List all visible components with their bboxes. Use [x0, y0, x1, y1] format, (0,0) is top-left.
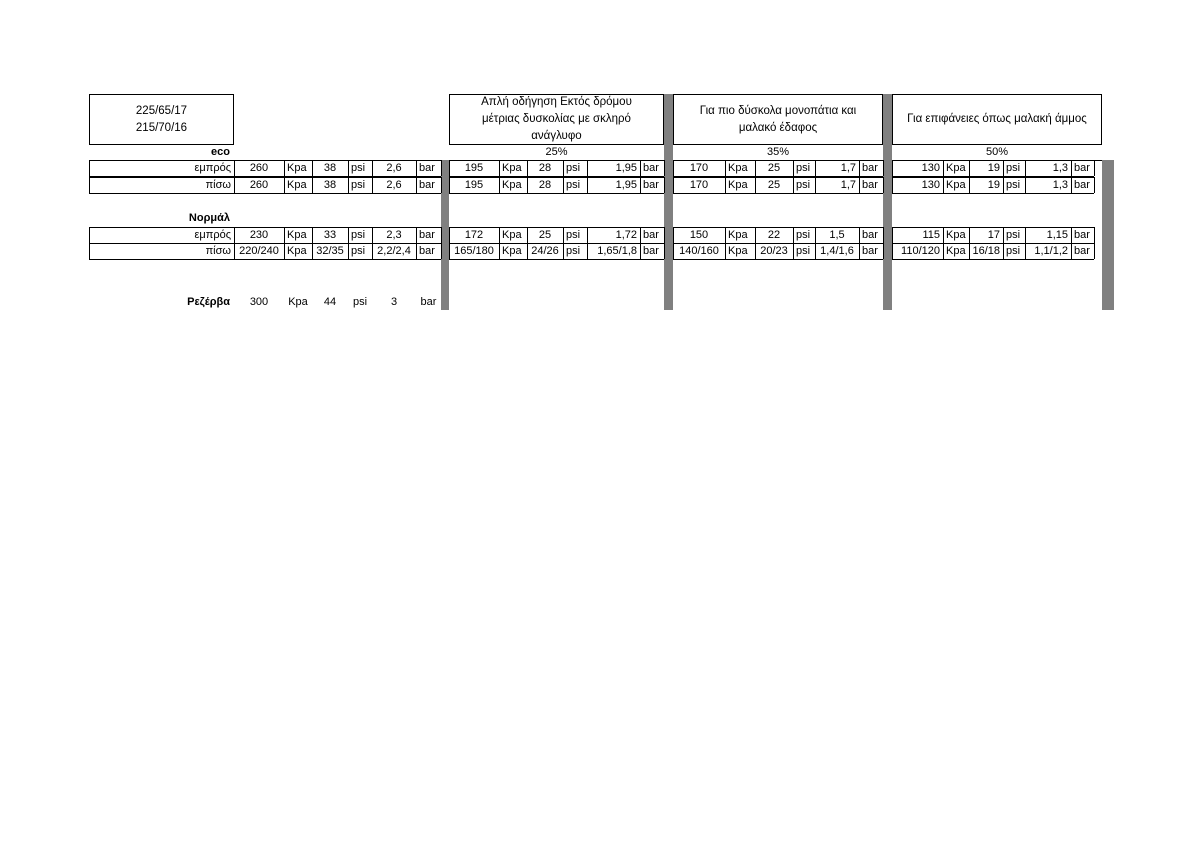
spare-psi-unit: psi: [352, 296, 368, 308]
psi-unit: psi: [566, 245, 581, 257]
row-border: [449, 259, 664, 260]
row-border: [892, 160, 1094, 161]
row-border: [89, 193, 441, 194]
kpa-unit: Kpa: [287, 162, 307, 174]
bar-unit: bar: [862, 245, 878, 257]
bar-value: 1,72: [615, 229, 637, 241]
row-border: [89, 160, 90, 176]
bar-unit: bar: [643, 245, 659, 257]
row-border: [673, 227, 883, 228]
kpa-unit: Kpa: [502, 162, 522, 174]
kpa-value: 230: [249, 229, 269, 241]
normal-section-label: Νορμάλ: [188, 212, 230, 224]
psi-value: 17: [987, 229, 1000, 241]
spare-kpa-unit: Kpa: [288, 296, 308, 308]
bar-value: 1,95: [615, 162, 637, 174]
row-border: [892, 177, 1094, 178]
spare-kpa-value: 300: [249, 296, 269, 308]
kpa-unit: Kpa: [728, 162, 748, 174]
normal-row-label: εμπρός: [194, 229, 231, 241]
separator-bar-2: [664, 94, 673, 310]
row-border: [89, 243, 441, 244]
row-border: [89, 259, 441, 260]
psi-unit: psi: [796, 162, 811, 174]
psi-value: 22: [767, 229, 781, 241]
tire-size-box: [89, 94, 234, 145]
cell-border: [441, 177, 442, 193]
psi-value: 24/26: [531, 245, 559, 257]
kpa-unit: Kpa: [287, 179, 307, 191]
psi-value: 28: [538, 162, 552, 174]
cell-border: [441, 243, 442, 259]
tire-size-2: 215/70/16: [135, 121, 188, 134]
kpa-value: 195: [464, 179, 484, 191]
kpa-value: 260: [249, 179, 269, 191]
psi-value: 38: [323, 162, 337, 174]
psi-unit: psi: [796, 179, 811, 191]
bar-unit: bar: [643, 229, 659, 241]
kpa-value: 165/180: [454, 245, 494, 257]
bar-value: 2,6: [386, 162, 402, 174]
bar-value: 1,7: [840, 179, 856, 191]
bar-unit: bar: [862, 229, 878, 241]
cell-border: [664, 227, 665, 243]
row-border: [449, 193, 664, 194]
percent-cell-1: [449, 145, 664, 161]
psi-value: 19: [987, 162, 1000, 174]
row-border: [673, 243, 883, 244]
spare-bar-unit: bar: [420, 296, 437, 308]
kpa-unit: Kpa: [946, 245, 966, 257]
psi-unit: psi: [351, 179, 366, 191]
bar-value: 2,6: [386, 179, 402, 191]
psi-unit: psi: [796, 229, 811, 241]
row-border: [673, 193, 883, 194]
kpa-unit: Kpa: [502, 229, 522, 241]
bar-value: 1,95: [615, 179, 637, 191]
psi-value: 33: [323, 229, 337, 241]
bar-unit: bar: [862, 162, 878, 174]
psi-unit: psi: [566, 162, 581, 174]
percent-label-1: 25%: [545, 146, 568, 158]
bar-value: 1,1/1,2: [1034, 245, 1068, 257]
row-border: [449, 177, 664, 178]
kpa-unit: Kpa: [287, 229, 307, 241]
kpa-value: 195: [464, 162, 484, 174]
row-border: [892, 227, 1094, 228]
separator-bar-3: [883, 94, 892, 310]
cell-border: [441, 227, 442, 243]
eco-section-label: eco: [211, 146, 230, 158]
percent-cell-3: [892, 145, 1102, 161]
psi-value: 28: [538, 179, 552, 191]
psi-value: 25: [767, 162, 781, 174]
bar-unit: bar: [419, 245, 435, 257]
row-border: [673, 160, 883, 161]
bar-value: 2,2/2,4: [377, 245, 411, 257]
cell-border: [664, 160, 665, 176]
bar-unit: bar: [643, 162, 659, 174]
psi-unit: psi: [566, 179, 581, 191]
kpa-value: 115: [922, 229, 940, 241]
psi-value: 32/35: [316, 245, 344, 257]
bar-unit: bar: [1074, 229, 1090, 241]
bar-value: 1,5: [829, 229, 845, 241]
kpa-value: 170: [689, 162, 709, 174]
separator-bar-4: [1102, 160, 1114, 310]
separator-bar-1: [441, 160, 449, 310]
bar-unit: bar: [1074, 179, 1090, 191]
bar-value: 1,3: [1052, 179, 1068, 191]
psi-unit: psi: [1006, 245, 1021, 257]
kpa-value: 140/160: [679, 245, 719, 257]
bar-unit: bar: [419, 179, 435, 191]
psi-value: 25: [767, 179, 781, 191]
cell-border: [441, 160, 442, 176]
row-border: [89, 160, 441, 161]
bar-unit: bar: [1074, 162, 1090, 174]
kpa-unit: Kpa: [946, 179, 966, 191]
row-border: [89, 177, 441, 178]
percent-label-3: 50%: [985, 146, 1009, 158]
row-border: [892, 259, 1094, 260]
kpa-value: 260: [249, 162, 269, 174]
bar-value: 1,65/1,8: [597, 245, 637, 257]
kpa-unit: Kpa: [946, 162, 966, 174]
spare-label: Ρεζέρβα: [187, 296, 230, 308]
bar-value: 2,3: [386, 229, 402, 241]
row-border: [89, 227, 441, 228]
header-group-3: Για επιφάνειες όπως μαλακή άμμος: [892, 94, 1102, 145]
kpa-unit: Kpa: [287, 245, 307, 257]
psi-value: 20/23: [760, 245, 788, 257]
psi-unit: psi: [351, 229, 366, 241]
psi-unit: psi: [1006, 162, 1021, 174]
cell-border: [1094, 227, 1095, 243]
row-border: [89, 177, 90, 193]
bar-unit: bar: [862, 179, 878, 191]
row-border: [449, 227, 664, 228]
psi-unit: psi: [351, 162, 366, 174]
kpa-value: 130: [921, 162, 940, 174]
row-border: [892, 193, 1094, 194]
cell-border: [883, 177, 884, 193]
tire-size-1: 225/65/17: [135, 104, 188, 117]
cell-border: [1094, 243, 1095, 259]
kpa-value: 170: [689, 179, 709, 191]
kpa-unit: Kpa: [728, 229, 748, 241]
psi-unit: psi: [1006, 229, 1021, 241]
bar-value: 1,7: [840, 162, 856, 174]
bar-unit: bar: [1074, 245, 1090, 257]
percent-label-2: 35%: [766, 146, 790, 158]
kpa-value: 220/240: [239, 245, 279, 257]
row-border: [673, 259, 883, 260]
eco-row-label: εμπρός: [194, 162, 231, 174]
psi-unit: psi: [796, 245, 811, 257]
kpa-value: 172: [464, 229, 484, 241]
kpa-unit: Kpa: [502, 245, 522, 257]
cell-border: [883, 227, 884, 243]
psi-unit: psi: [351, 245, 366, 257]
row-border: [892, 243, 1094, 244]
row-border: [673, 177, 883, 178]
row-border: [449, 160, 664, 161]
header-group-1: Απλή οδήγηση Εκτός δρόμου μέτριας δυσκολίας με σκληρό ανάγλυφο: [449, 94, 664, 145]
spare-bar-value: 3: [390, 296, 398, 308]
cell-border: [1094, 160, 1095, 176]
cell-border: [664, 243, 665, 259]
psi-value: 16/18: [972, 245, 1000, 257]
cell-border: [1094, 177, 1095, 193]
kpa-unit: Kpa: [502, 179, 522, 191]
psi-unit: psi: [566, 229, 581, 241]
bar-value: 1,4/1,6: [820, 245, 854, 257]
spare-psi-value: 44: [323, 296, 337, 308]
normal-row-label: πίσω: [205, 245, 231, 257]
bar-unit: bar: [419, 229, 435, 241]
psi-value: 38: [323, 179, 337, 191]
cell-border: [664, 177, 665, 193]
psi-unit: psi: [1006, 179, 1021, 191]
kpa-unit: Kpa: [728, 179, 748, 191]
row-border: [89, 243, 90, 259]
row-border: [89, 227, 90, 243]
kpa-value: 110/120: [901, 245, 940, 257]
cell-border: [883, 160, 884, 176]
bar-unit: bar: [419, 162, 435, 174]
kpa-unit: Kpa: [946, 229, 966, 241]
cell-border: [883, 243, 884, 259]
eco-row-label: πίσω: [205, 179, 231, 191]
kpa-value: 130: [921, 179, 940, 191]
psi-value: 25: [538, 229, 552, 241]
kpa-unit: Kpa: [728, 245, 748, 257]
kpa-value: 150: [689, 229, 709, 241]
bar-value: 1,15: [1046, 229, 1068, 241]
percent-cell-2: [673, 145, 883, 161]
row-border: [449, 243, 664, 244]
bar-unit: bar: [643, 179, 659, 191]
header-group-2: Για πιο δύσκολα μονοπάτια και μαλακό έδαφος: [673, 94, 883, 145]
psi-value: 19: [987, 179, 1000, 191]
bar-value: 1,3: [1052, 162, 1068, 174]
